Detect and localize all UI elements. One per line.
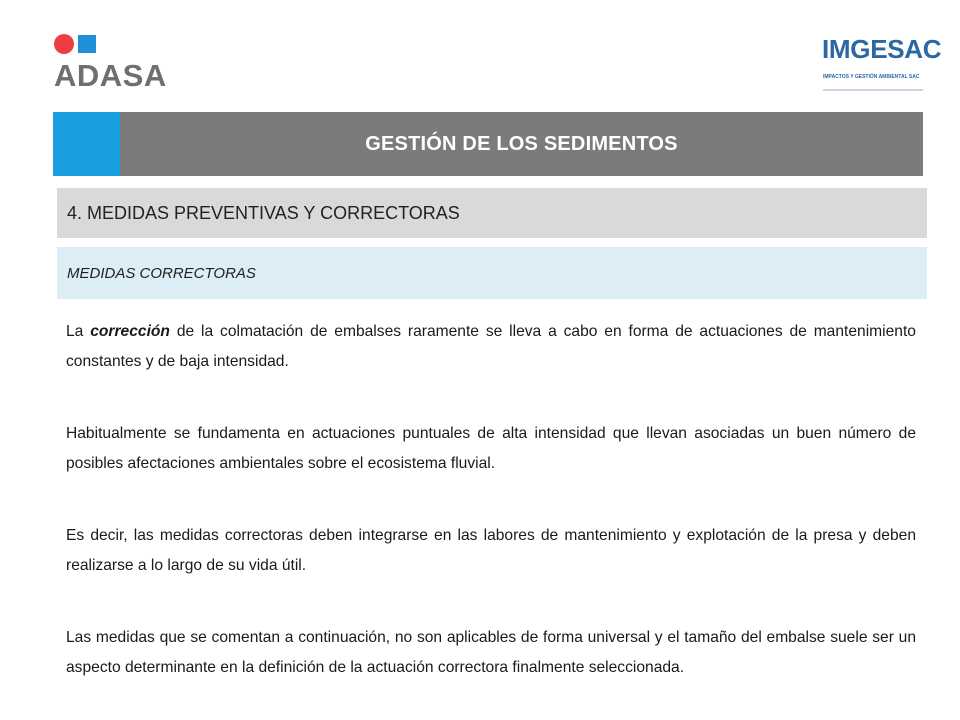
paragraph-4: Las medidas que se comentan a continuación, no son aplicables de forma universal y el tamaño del embalse suele ser un aspecto determinante en la definición de la actuación correctora finalmente seleccionada. [66, 629, 916, 676]
emphasis-correccion: corrección [90, 323, 170, 340]
paragraph-1-rest: de la colmatación de embalses raramente se lleva a cabo en forma de actuaciones de mantenimiento constantes y de baja intensidad. [66, 323, 916, 370]
imgesac-logo-text: IMGESAC [822, 34, 942, 64]
title-banner [53, 112, 923, 176]
section-header [57, 188, 927, 238]
imgesac-tagline: IMPACTOS Y GESTIÓN AMBIENTAL SAC [823, 74, 920, 80]
paragraph-3: Es decir, las medidas correctoras deben integrarse en las labores de mantenimiento y explotación de la presa y deben realizarse a lo largo de su vida útil. [66, 527, 916, 574]
subsection-title: MEDIDAS CORRECTORAS [67, 264, 256, 282]
logo-red-dot-icon [54, 34, 74, 54]
title-accent-block [53, 112, 120, 176]
paragraph-2: Habitualmente se fundamenta en actuaciones puntuales de alta intensidad que llevan asociadas un buen número de posibles afectaciones ambientales sobre el ecosistema fluvial. [66, 425, 916, 472]
imgesac-underline [823, 89, 923, 91]
adasa-logo [54, 34, 174, 94]
paragraph-1-lead: La [66, 323, 84, 340]
page-title: GESTIÓN DE LOS SEDIMENTOS [365, 132, 678, 155]
logo-blue-square-icon [78, 35, 96, 53]
paragraph-1 [66, 317, 916, 377]
imgesac-logo [818, 34, 942, 96]
section-title: 4. MEDIDAS PREVENTIVAS Y CORRECTORAS [67, 202, 460, 223]
subsection-header [57, 247, 927, 299]
adasa-logo-text: ADASA [54, 58, 167, 93]
body-text [66, 317, 916, 683]
